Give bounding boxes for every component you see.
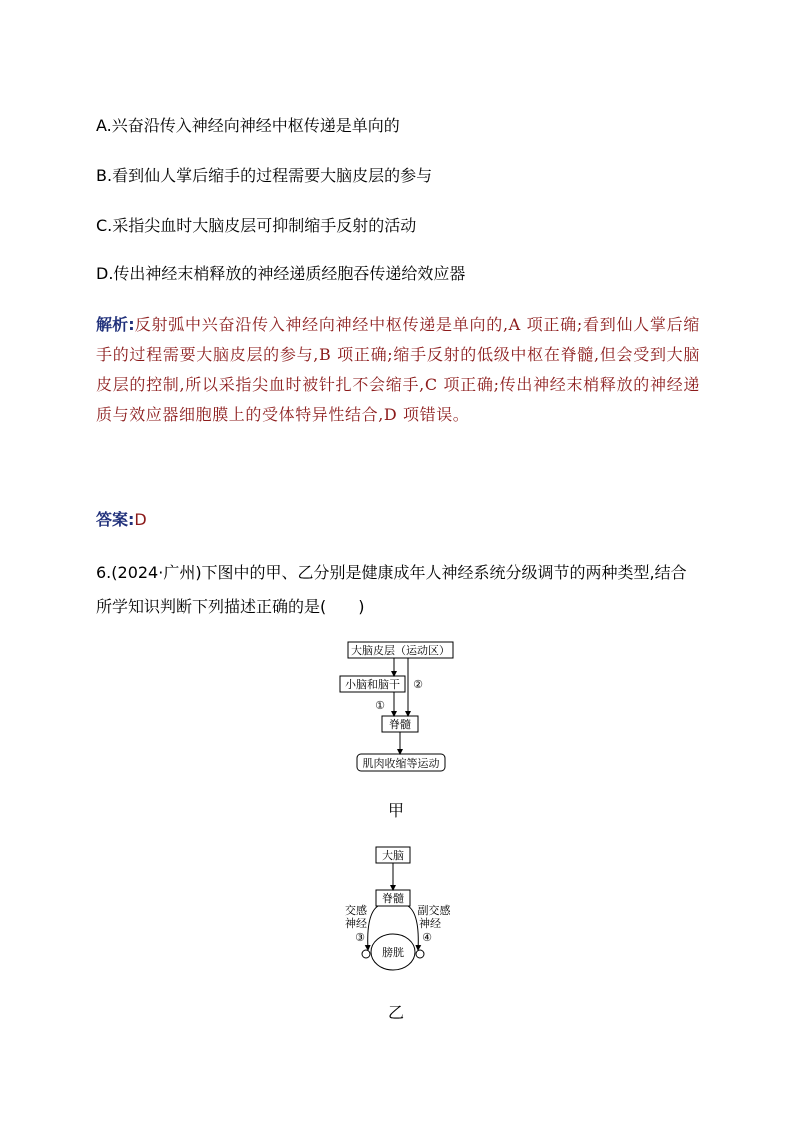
question-stem: 6.(2024·广州)下图中的甲、乙分别是健康成年人神经系统分级调节的两种类型,结合所学知识判断下列描述正确的是( ) [96, 563, 687, 616]
yi-right-loop [416, 950, 424, 958]
explanation-text: 反射弧中兴奋沿传入神经向神经中枢传递是单向的,A 项正确;看到仙人掌后缩手的过程需要大脑皮层的参与,B 项正确;缩手反射的低级中枢在脊髓,但会受到大脑皮层的控制,所以采指尖血时被针扎不会缩手,C 项正确;传出神经末梢释放的神经递质与效应器细胞膜上的受体特异性结合,D 项错误。 [96, 315, 700, 424]
yi-sym-line1: 交感 [345, 904, 367, 917]
jia-cerebellum-label: 小脑和脑干 [345, 678, 400, 691]
answer-label: 答案: [96, 510, 135, 529]
jia-muscle-label: 肌肉收缩等运动 [362, 757, 440, 770]
jia-cortex-label: 大脑皮层（运动区） [351, 644, 450, 657]
caption-yi: 乙 [388, 1003, 405, 1022]
jia-spinal-label: 脊髓 [389, 718, 411, 731]
diagram-jia [330, 636, 460, 776]
yi-brain-label: 大脑 [382, 849, 404, 862]
caption-jia: 甲 [388, 801, 405, 820]
explanation-label: 解析: [96, 315, 135, 334]
explanation-block [96, 310, 700, 430]
jia-mark-1: ① [375, 699, 385, 712]
jia-mark-2: ② [413, 678, 423, 691]
diagram-yi [336, 842, 460, 972]
yi-spinal-label: 脊髓 [382, 892, 404, 905]
yi-left-loop [362, 950, 370, 958]
option-a: A.兴奋沿传入神经向神经中枢传递是单向的 [96, 116, 400, 135]
yi-bladder-label: 膀胱 [382, 946, 404, 959]
yi-para-mark: ④ [422, 931, 432, 944]
option-d: D.传出神经末梢释放的神经递质经胞吞传递给效应器 [96, 264, 466, 283]
answer-line [96, 510, 147, 530]
yi-sympathetic-arc [368, 906, 378, 950]
option-b: B.看到仙人掌后缩手的过程需要大脑皮层的参与 [96, 166, 433, 185]
option-c: C.采指尖血时大脑皮层可抑制缩手反射的活动 [96, 216, 417, 235]
yi-sym-line2: 神经 [345, 917, 367, 930]
yi-para-line2: 神经 [419, 917, 441, 930]
answer-value: D [134, 510, 147, 529]
yi-para-line1: 副交感 [417, 904, 451, 917]
yi-sym-mark: ③ [355, 931, 365, 944]
